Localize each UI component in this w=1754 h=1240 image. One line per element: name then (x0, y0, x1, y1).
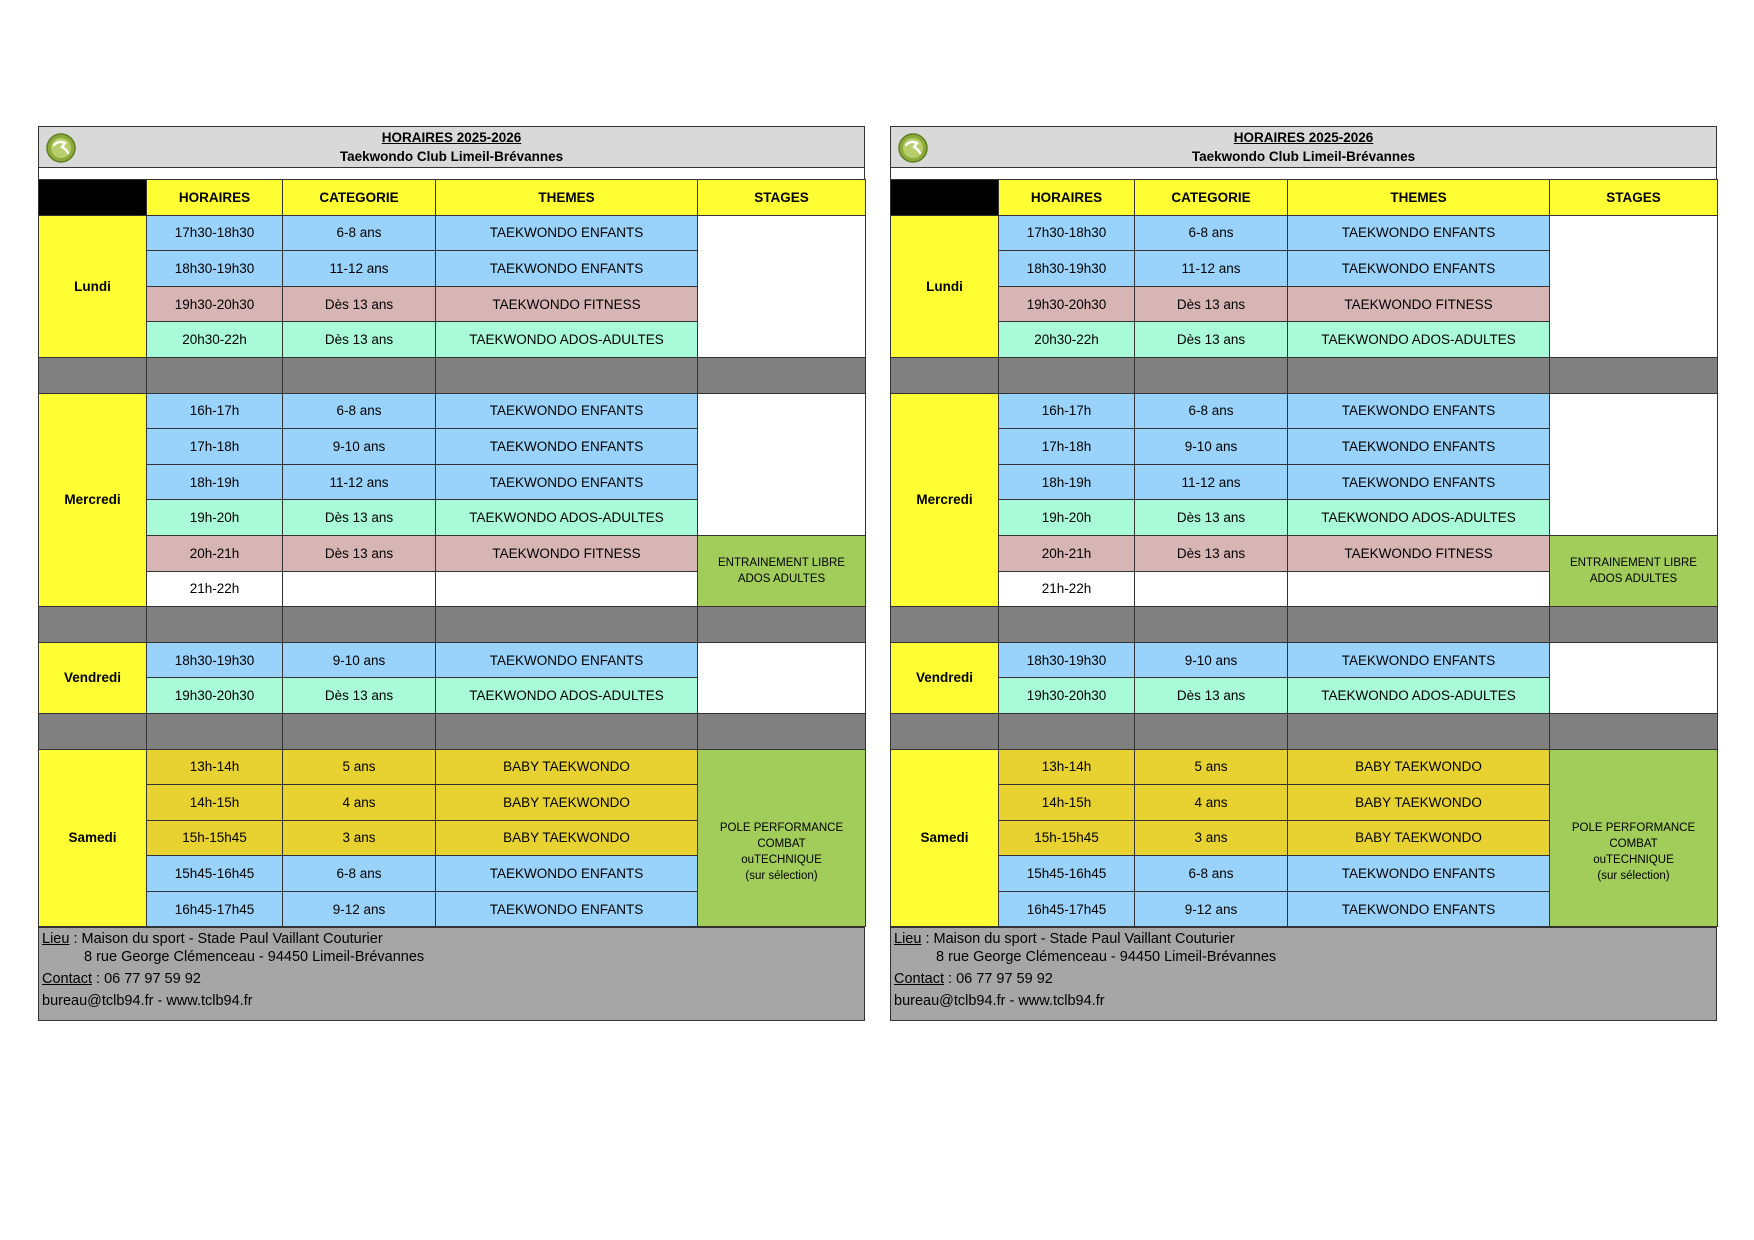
category-cell: Dès 13 ans (1135, 535, 1288, 571)
time-cell: 19h30-20h30 (999, 286, 1135, 322)
time-cell: 15h-15h45 (999, 820, 1135, 856)
stage-line: (sur sélection) (1597, 869, 1670, 882)
footer-info (38, 927, 865, 1021)
theme-cell (1288, 571, 1550, 607)
stage-cell-empty (1550, 393, 1718, 535)
category-cell: Dès 13 ans (1135, 286, 1288, 322)
separator-cell (39, 357, 147, 393)
theme-cell: TAEKWONDO ENFANTS (1288, 891, 1550, 927)
footer-lieu (894, 930, 1713, 948)
theme-cell: TAEKWONDO FITNESS (436, 535, 698, 571)
day-lundi: Lundi (891, 215, 999, 357)
separator-cell (891, 357, 999, 393)
stage-cell-empty (698, 642, 866, 713)
time-cell: 19h30-20h30 (147, 286, 283, 322)
category-cell: Dès 13 ans (283, 322, 436, 358)
stage-cell-empty (698, 393, 866, 535)
club-name: Taekwondo Club Limeil-Brévannes (1191, 149, 1416, 164)
theme-cell: TAEKWONDO ENFANTS (436, 464, 698, 500)
time-cell: 14h-15h (999, 785, 1135, 821)
time-cell: 18h30-19h30 (147, 642, 283, 678)
table-header-row (891, 180, 1718, 216)
theme-cell: BABY TAEKWONDO (436, 749, 698, 785)
header-blank-cell (39, 180, 147, 216)
theme-cell: TAEKWONDO ADOS-ADULTES (1288, 678, 1550, 714)
theme-cell: BABY TAEKWONDO (436, 785, 698, 821)
separator-row (891, 713, 1718, 749)
time-cell: 19h-20h (999, 500, 1135, 536)
footer-address: 8 rue George Clémenceau - 94450 Limeil-Brévannes (84, 949, 425, 966)
theme-cell: TAEKWONDO ENFANTS (436, 429, 698, 465)
header-categorie: CATEGORIE (283, 180, 436, 216)
separator-cell (1550, 607, 1718, 643)
header-horaires: HORAIRES (147, 180, 283, 216)
separator-cell (147, 607, 283, 643)
separator-cell (283, 357, 436, 393)
theme-cell (436, 571, 698, 607)
separator-cell (436, 607, 698, 643)
header-stages: STAGES (698, 180, 866, 216)
time-cell: 16h45-17h45 (147, 891, 283, 927)
stage-line: ADOS ADULTES (1589, 573, 1678, 586)
theme-cell: TAEKWONDO ADOS-ADULTES (436, 678, 698, 714)
category-cell: 6-8 ans (1135, 215, 1288, 251)
theme-cell: TAEKWONDO ENFANTS (436, 393, 698, 429)
theme-cell: TAEKWONDO ADOS-ADULTES (1288, 500, 1550, 536)
club-logo-icon (45, 132, 77, 164)
schedule-table (38, 179, 866, 927)
page-title: HORAIRES 2025-2026 (381, 130, 522, 145)
theme-cell: TAEKWONDO ENFANTS (1288, 856, 1550, 892)
category-cell: 6-8 ans (283, 856, 436, 892)
separator-cell (436, 713, 698, 749)
time-cell: 21h-22h (147, 571, 283, 607)
category-cell: 5 ans (283, 749, 436, 785)
footer-address: 8 rue George Clémenceau - 94450 Limeil-Brévannes (936, 949, 1277, 966)
time-cell: 13h-14h (999, 749, 1135, 785)
time-cell: 20h30-22h (999, 322, 1135, 358)
separator-cell (147, 713, 283, 749)
header-blank-cell (891, 180, 999, 216)
time-cell: 16h-17h (147, 393, 283, 429)
stage-cell-empty (1550, 642, 1718, 713)
day-samedi: Samedi (891, 749, 999, 927)
table-row (891, 393, 1718, 429)
time-cell: 18h30-19h30 (999, 251, 1135, 287)
stage-line: ouTECHNIQUE (1593, 853, 1674, 866)
separator-cell (1135, 357, 1288, 393)
stage-line: POLE PERFORMANCE COMBAT (719, 821, 844, 850)
footer-info (890, 927, 1717, 1021)
category-cell: 9-12 ans (283, 891, 436, 927)
separator-row (891, 357, 1718, 393)
category-cell: Dès 13 ans (1135, 678, 1288, 714)
separator-cell (891, 713, 999, 749)
theme-cell: TAEKWONDO ADOS-ADULTES (436, 322, 698, 358)
time-cell: 15h-15h45 (147, 820, 283, 856)
contact-text: : 06 77 97 59 92 (943, 971, 1053, 988)
time-cell: 18h-19h (147, 464, 283, 500)
table-row (39, 535, 866, 571)
category-cell: 6-8 ans (283, 215, 436, 251)
separator-cell (1288, 607, 1550, 643)
stage-line: (sur sélection) (745, 869, 818, 882)
theme-cell: BABY TAEKWONDO (1288, 820, 1550, 856)
stage-cell-entrainement (1550, 535, 1718, 606)
category-cell: 9-10 ans (1135, 429, 1288, 465)
separator-cell (436, 357, 698, 393)
time-cell: 19h30-20h30 (999, 678, 1135, 714)
header-horaires: HORAIRES (999, 180, 1135, 216)
separator-cell (283, 607, 436, 643)
category-cell: 6-8 ans (1135, 393, 1288, 429)
separator-row (891, 607, 1718, 643)
time-cell: 14h-15h (147, 785, 283, 821)
header-themes: THEMES (1288, 180, 1550, 216)
lieu-label: Lieu (894, 931, 922, 948)
separator-cell (999, 357, 1135, 393)
sheet-header (890, 126, 1717, 168)
time-cell: 18h30-19h30 (147, 251, 283, 287)
theme-cell: TAEKWONDO ADOS-ADULTES (1288, 322, 1550, 358)
category-cell: 3 ans (283, 820, 436, 856)
theme-cell: BABY TAEKWONDO (436, 820, 698, 856)
category-cell: 4 ans (1135, 785, 1288, 821)
theme-cell: TAEKWONDO ENFANTS (436, 891, 698, 927)
category-cell: 6-8 ans (1135, 856, 1288, 892)
time-cell: 15h45-16h45 (147, 856, 283, 892)
stage-line: POLE PERFORMANCE COMBAT (1571, 821, 1696, 850)
day-vendredi: Vendredi (39, 642, 147, 713)
time-cell: 17h30-18h30 (147, 215, 283, 251)
category-cell: 5 ans (1135, 749, 1288, 785)
time-cell: 17h30-18h30 (999, 215, 1135, 251)
separator-row (39, 713, 866, 749)
theme-cell: TAEKWONDO ENFANTS (436, 856, 698, 892)
separator-cell (1550, 713, 1718, 749)
separator-cell (39, 713, 147, 749)
separator-cell (698, 357, 866, 393)
category-cell: Dès 13 ans (283, 678, 436, 714)
time-cell: 13h-14h (147, 749, 283, 785)
category-cell: 9-10 ans (283, 429, 436, 465)
theme-cell: TAEKWONDO ENFANTS (1288, 642, 1550, 678)
header-stages: STAGES (1550, 180, 1718, 216)
time-cell: 18h30-19h30 (999, 642, 1135, 678)
separator-cell (999, 607, 1135, 643)
footer-lieu (42, 930, 861, 948)
theme-cell: TAEKWONDO ENFANTS (436, 251, 698, 287)
category-cell: 6-8 ans (283, 393, 436, 429)
stage-cell-empty (698, 215, 866, 357)
stage-cell-entrainement (698, 535, 866, 606)
theme-cell: TAEKWONDO ENFANTS (1288, 393, 1550, 429)
time-cell: 15h45-16h45 (999, 856, 1135, 892)
category-cell: 11-12 ans (283, 464, 436, 500)
category-cell: Dès 13 ans (283, 500, 436, 536)
schedule-sheet-left (38, 126, 865, 1021)
category-cell: Dès 13 ans (1135, 322, 1288, 358)
theme-cell: TAEKWONDO ENFANTS (1288, 429, 1550, 465)
lieu-label: Lieu (42, 931, 70, 948)
theme-cell: TAEKWONDO ADOS-ADULTES (436, 500, 698, 536)
contact-text: : 06 77 97 59 92 (91, 971, 201, 988)
time-cell: 19h30-20h30 (147, 678, 283, 714)
time-cell: 20h-21h (147, 535, 283, 571)
theme-cell: TAEKWONDO ENFANTS (436, 215, 698, 251)
lieu-text: : Maison du sport - Stade Paul Vaillant Couturier (921, 931, 1235, 948)
time-cell: 20h30-22h (147, 322, 283, 358)
separator-cell (1550, 357, 1718, 393)
table-header-row (39, 180, 866, 216)
separator-row (39, 357, 866, 393)
theme-cell: TAEKWONDO ENFANTS (1288, 251, 1550, 287)
separator-cell (39, 607, 147, 643)
header-gap (38, 168, 865, 179)
club-name: Taekwondo Club Limeil-Brévannes (339, 149, 564, 164)
category-cell: 4 ans (283, 785, 436, 821)
category-cell: Dès 13 ans (283, 535, 436, 571)
theme-cell: BABY TAEKWONDO (1288, 785, 1550, 821)
time-cell: 20h-21h (999, 535, 1135, 571)
stage-cell-pole-performance (698, 749, 866, 927)
contact-label: Contact (42, 971, 92, 988)
stage-cell-pole-performance (1550, 749, 1718, 927)
time-cell: 17h-18h (147, 429, 283, 465)
time-cell: 16h45-17h45 (999, 891, 1135, 927)
theme-cell: TAEKWONDO FITNESS (1288, 535, 1550, 571)
theme-cell: TAEKWONDO ENFANTS (436, 642, 698, 678)
theme-cell: BABY TAEKWONDO (1288, 749, 1550, 785)
time-cell: 17h-18h (999, 429, 1135, 465)
footer-web: bureau@tclb94.fr - www.tclb94.fr (894, 993, 1105, 1010)
category-cell: Dès 13 ans (1135, 500, 1288, 536)
category-cell: 9-10 ans (283, 642, 436, 678)
theme-cell: TAEKWONDO ENFANTS (1288, 215, 1550, 251)
header-categorie: CATEGORIE (1135, 180, 1288, 216)
separator-row (39, 607, 866, 643)
stage-line: ADOS ADULTES (737, 573, 826, 586)
category-cell: Dès 13 ans (283, 286, 436, 322)
category-cell: 9-12 ans (1135, 891, 1288, 927)
time-cell: 19h-20h (147, 500, 283, 536)
schedule-sheet-right (890, 126, 1717, 1021)
lieu-text: : Maison du sport - Stade Paul Vaillant Couturier (69, 931, 383, 948)
contact-label: Contact (894, 971, 944, 988)
theme-cell: TAEKWONDO FITNESS (436, 286, 698, 322)
category-cell: 11-12 ans (1135, 251, 1288, 287)
table-row (891, 535, 1718, 571)
separator-cell (147, 357, 283, 393)
separator-cell (1135, 713, 1288, 749)
separator-cell (1288, 713, 1550, 749)
header-gap (890, 168, 1717, 179)
separator-cell (999, 713, 1135, 749)
category-cell: 11-12 ans (1135, 464, 1288, 500)
table-row (891, 215, 1718, 251)
separator-cell (1135, 607, 1288, 643)
category-cell: 11-12 ans (283, 251, 436, 287)
footer-web: bureau@tclb94.fr - www.tclb94.fr (42, 993, 253, 1010)
time-cell: 18h-19h (999, 464, 1135, 500)
category-cell: 9-10 ans (1135, 642, 1288, 678)
schedule-table (890, 179, 1718, 927)
stage-cell-empty (1550, 215, 1718, 357)
separator-cell (698, 607, 866, 643)
stage-line: ENTRAINEMENT LIBRE (1570, 557, 1697, 570)
table-row (891, 642, 1718, 678)
footer-contact (894, 970, 1713, 988)
category-cell (1135, 571, 1288, 607)
page-title: HORAIRES 2025-2026 (1233, 130, 1374, 145)
time-cell: 16h-17h (999, 393, 1135, 429)
theme-cell: TAEKWONDO FITNESS (1288, 286, 1550, 322)
stage-line: ouTECHNIQUE (741, 853, 822, 866)
category-cell (283, 571, 436, 607)
separator-cell (891, 607, 999, 643)
club-logo-icon (897, 132, 929, 164)
sheet-header (38, 126, 865, 168)
stage-line: ENTRAINEMENT LIBRE (718, 557, 845, 570)
time-cell: 21h-22h (999, 571, 1135, 607)
table-row (39, 393, 866, 429)
day-mercredi: Mercredi (891, 393, 999, 607)
separator-cell (1288, 357, 1550, 393)
table-row (39, 749, 866, 785)
table-row (891, 749, 1718, 785)
separator-cell (283, 713, 436, 749)
separator-cell (698, 713, 866, 749)
day-lundi: Lundi (39, 215, 147, 357)
theme-cell: TAEKWONDO ENFANTS (1288, 464, 1550, 500)
day-samedi: Samedi (39, 749, 147, 927)
category-cell: 3 ans (1135, 820, 1288, 856)
table-row (39, 215, 866, 251)
header-themes: THEMES (436, 180, 698, 216)
table-row (39, 642, 866, 678)
footer-contact (42, 970, 861, 988)
day-mercredi: Mercredi (39, 393, 147, 607)
day-vendredi: Vendredi (891, 642, 999, 713)
